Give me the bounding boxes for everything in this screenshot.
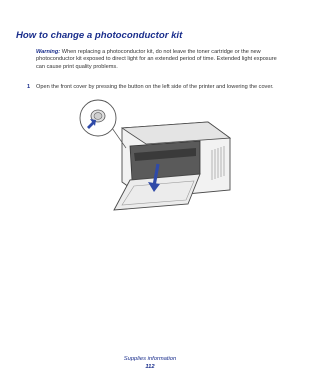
warning-note	[36, 49, 284, 71]
page-title: How to change a photoconductor kit	[16, 30, 183, 41]
step-text: Open the front cover by pressing the button on the left side of the printer and lowering the cover.	[36, 84, 274, 90]
warning-text: When replacing a photoconductor kit, do not leave the toner cartridge or the new photoconductor kit exposed to direct light for an extended period of time. Extended light exposure can cause print quality problems.	[36, 49, 277, 70]
footer-section-title: Supplies information	[123, 356, 177, 362]
callout-button-detail	[80, 100, 126, 148]
printer-illustration	[60, 98, 240, 218]
warning-label: Warning:	[36, 49, 61, 55]
page-number: 112	[145, 364, 155, 370]
step-number: 1	[27, 84, 31, 90]
